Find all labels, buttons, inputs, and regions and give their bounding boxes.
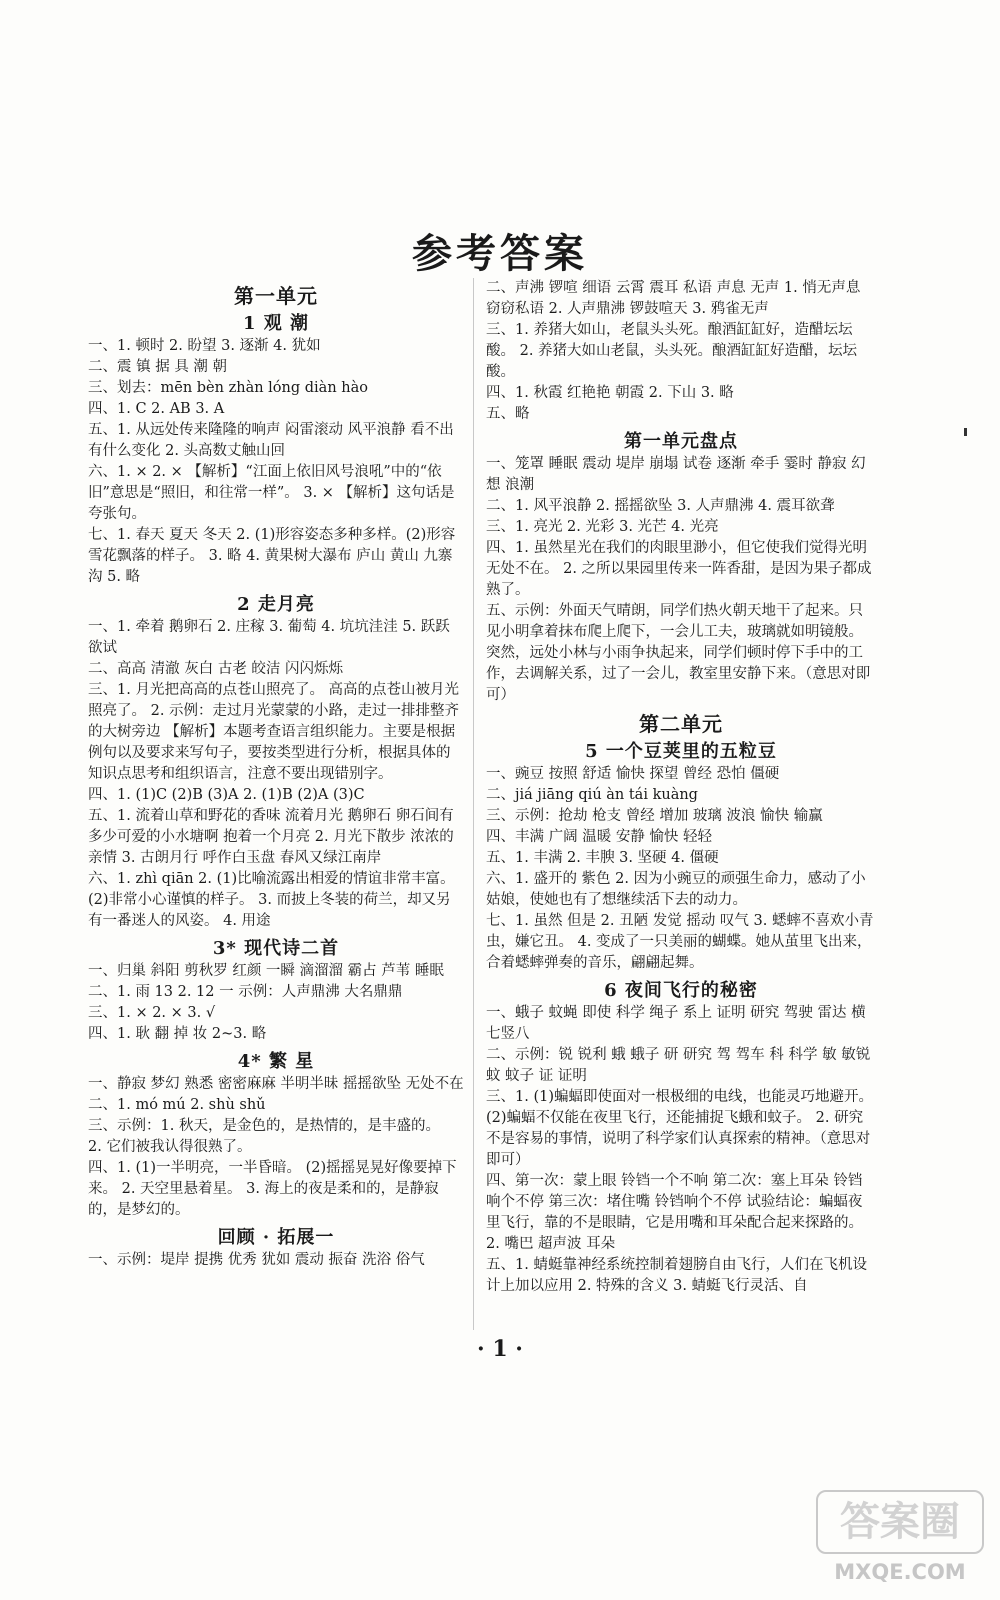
answer-line: 七、1. 虽然 但是 2. 丑陋 发觉 摇动 叹气 3. 蟋蟀不喜欢小青虫，嫌它丑。 4. 变成了一只美丽的蝴蝶。她从茧里飞出来，合着蟋蟀弹奏的音乐，翩翩起舞。 [486, 913, 874, 971]
answer-line: 三、示例：抢劫 枪支 曾经 增加 玻璃 波浪 愉快 输赢 [486, 808, 823, 824]
answer-line: 三、1. × 2. × 3. √ [88, 1005, 216, 1021]
answer-line: 2. 它们被我认得很熟了。 [88, 1139, 252, 1155]
answer-line: 四、1. (1)C (2)B (3)A 2. (1)B (2)A (3)C [88, 787, 365, 803]
answer-line: 四、1. 耿 翻 掉 妆 2~3. 略 [88, 1026, 267, 1042]
answer-line: 四、1. (1)一半明亮，一半昏暗。 (2)摇摇晃晃好像要掉下来。 2. 天空里悬着星。 3. 海上的夜是柔和的，是静寂的，是梦幻的。 [88, 1160, 457, 1218]
right-column [486, 278, 876, 1297]
edge-mark [964, 428, 967, 436]
left-column [88, 278, 464, 1271]
answer-line: 二、声沸 锣喧 细语 云霄 震耳 私语 声息 无声 1. 悄无声息 窃窃私语 2. 人声鼎沸 锣鼓喧天 3. 鸦雀无声 [486, 280, 861, 317]
answer-line: 三、划去：mēn bèn zhàn lóng diàn hào [88, 380, 368, 396]
unit-heading: 第一单元 [234, 284, 318, 308]
answer-line: 四、1. C 2. AB 3. A [88, 401, 225, 417]
page-number: · 1 · [477, 1336, 523, 1362]
lesson-heading: 回顾 · 拓展一 [217, 1227, 335, 1248]
answer-line: 五、示例：外面天气晴朗，同学们热火朝天地干了起来。只见小明拿着抹布爬上爬下，一会儿工夫，玻璃就如明镜般。突然，远处小林与小雨争执起来，同学们顿时停下手中的工作，去调解关系，过了一会儿，教室里安静下来。（意思对即可） [486, 603, 871, 703]
answer-line: 二、1. 风平浪静 2. 摇摇欲坠 3. 人声鼎沸 4. 震耳欲聋 [486, 498, 835, 514]
answer-line: 二、1. 雨 13 2. 12 一 示例：人声鼎沸 大名鼎鼎 [88, 984, 403, 1000]
answer-line: 六、1. × 2. × 【解析】“江面上依旧风号浪吼”中的“依旧”意思是“照旧，和往常一样”。 3. × 【解析】这句话是夸张句。 [88, 464, 455, 522]
answer-line: 三、1. (1)蝙蝠即使面对一根极细的电线，也能灵巧地避开。 (2)蝙蝠不仅能在夜里飞行，还能捕捉飞蛾和蚊子。 2. 研究不是容易的事情，说明了科学家们认真探索的精神。（意思对即可） [486, 1089, 873, 1168]
answer-line: 一、蛾子 蚊蝇 即使 科学 绳子 系上 证明 研究 驾驶 雷达 横七竖八 [486, 1005, 866, 1042]
answer-line: 六、1. 盛开的 紫色 2. 因为小豌豆的顽强生命力，感动了小姑娘，使她也有了想继续活下去的动力。 [486, 871, 866, 908]
lesson-heading: 2 走月亮 [237, 594, 315, 615]
answer-line: 一、归巢 斜阳 剪秋罗 红颜 一瞬 滴溜溜 霸占 芦苇 睡眠 [88, 963, 444, 979]
lesson-heading: 5 一个豆荚里的五粒豆 [585, 741, 777, 762]
answer-line: 一、1. 顿时 2. 盼望 3. 逐渐 4. 犹如 [88, 338, 321, 354]
answer-line: 四、1. 秋霞 红艳艳 朝霞 2. 下山 3. 略 [486, 385, 734, 401]
answer-line: 二、1. mó mú 2. shù shǔ [88, 1097, 266, 1113]
watermark-url: MXQE.COM [834, 1560, 966, 1584]
answer-line: 二、示例：锐 锐利 蛾 蛾子 研 研究 驾 驾车 科 科学 敏 敏锐 蚊 蚊子 证 证明 [486, 1047, 871, 1084]
answer-line: 一、1. 牵着 鹅卵石 2. 庄稼 3. 葡萄 4. 坑坑洼洼 5. 跃跃欲试 [88, 619, 450, 656]
answer-line: 四、丰满 广阔 温暖 安静 愉快 轻轻 [486, 829, 713, 845]
lesson-heading: 6 夜间飞行的秘密 [604, 980, 758, 1001]
answer-line: 三、示例：1. 秋天，是金色的，是热情的，是丰盛的。 [88, 1118, 440, 1134]
unit-heading: 第二单元 [639, 712, 723, 736]
lesson-heading: 第一单元盘点 [624, 431, 738, 452]
answer-line: 五、1. 从远处传来隆隆的响声 闷雷滚动 风平浪静 看不出有什么变化 2. 头高数丈触山回 [88, 422, 454, 459]
answer-line: 一、静寂 梦幻 熟悉 密密麻麻 半明半昧 摇摇欲坠 无处不在 [88, 1076, 464, 1092]
lesson-heading: 3* 现代诗二首 [212, 938, 340, 959]
watermark [816, 1490, 984, 1590]
answer-line: 七、1. 春天 夏天 冬天 2. (1)形容姿态多种多样。(2)形容雪花飘落的样子。 3. 略 4. 黄果树大瀑布 庐山 黄山 九寨沟 5. 略 [88, 527, 456, 585]
answer-line: 三、1. 亮光 2. 光彩 3. 光芒 4. 光亮 [486, 519, 719, 535]
answer-line: 一、豌豆 按照 舒适 愉快 探望 曾经 恐怕 僵硬 [486, 766, 780, 782]
answer-line: 五、略 [486, 406, 530, 422]
answer-line: 五、1. 蜻蜓靠神经系统控制着翅膀自由飞行，人们在飞机设计上加以应用 2. 特殊的含义 3. 蜻蜓飞行灵活、自 [486, 1257, 867, 1294]
answer-line: 六、1. zhì qiān 2. (1)比喻流露出相爱的情谊非常丰富。(2)非常小心谨慎的样子。 3. 而披上冬装的荷兰，却又另有一番迷人的风姿。 4. 用途 [88, 871, 455, 929]
answer-line: 四、1. 虽然星光在我们的肉眼里渺小，但它使我们觉得光明无处不在。 2. 之所以果园里传来一阵香甜，是因为果子都成熟了。 [486, 540, 872, 598]
answer-line: 三、1. 月光把高高的点苍山照亮了。 高高的点苍山被月光照亮了。 2. 示例：走过月光蒙蒙的小路，走过一排排整齐的大树旁边 【解析】本题考查语言组织能力。主要是根据例句以及要求来写句子，要按类型进行分析，根据具体的知识点思考和组织语言，注意不要出现错别字。 [88, 682, 460, 782]
answer-line: 二、高高 清澈 灰白 古老 皎洁 闪闪烁烁 [88, 661, 344, 677]
column-divider [473, 278, 474, 1330]
answer-line: 三、1. 养猪大如山，老鼠头头死。酿酒缸缸好，造醋坛坛酸。 2. 养猪大如山老鼠，头头死。酿酒缸缸好造醋，坛坛酸。 [486, 322, 858, 380]
answer-line: 二、震 镇 据 具 潮 朝 [88, 359, 228, 375]
watermark-logo: 答案圈 [816, 1490, 984, 1554]
answer-line: 一、笼罩 睡眠 震动 堤岸 崩塌 试卷 逐渐 牵手 霎时 静寂 幻想 浪潮 [486, 456, 866, 493]
answer-line: 二、jiá jiāng qiú àn tái kuàng [486, 787, 698, 803]
answer-line: 四、第一次：蒙上眼 铃铛一个不响 第二次：塞上耳朵 铃铛响个不停 第三次：堵住嘴 铃铛响个不停 试验结论：蝙蝠夜里飞行，靠的不是眼睛，它是用嘴和耳朵配合起来探路的。 2. 嘴巴 超声波 耳朵 [486, 1173, 863, 1252]
answer-line: 一、示例：堤岸 提携 优秀 犹如 震动 振奋 洗浴 俗气 [88, 1252, 425, 1268]
answer-line: 五、1. 丰满 2. 丰腴 3. 坚硬 4. 僵硬 [486, 850, 719, 866]
page-title: 参考答案 [412, 230, 588, 277]
lesson-heading: 4* 繁 星 [237, 1051, 315, 1072]
answer-line: 五、1. 流着山草和野花的香味 流着月光 鹅卵石 卵石间有多少可爱的小水塘啊 抱着一个月亮 2. 月光下散步 浓浓的亲情 3. 古朗月行 呼作白玉盘 春风又绿江南岸 [88, 808, 454, 866]
lesson-heading: 1 观 潮 [242, 313, 310, 334]
